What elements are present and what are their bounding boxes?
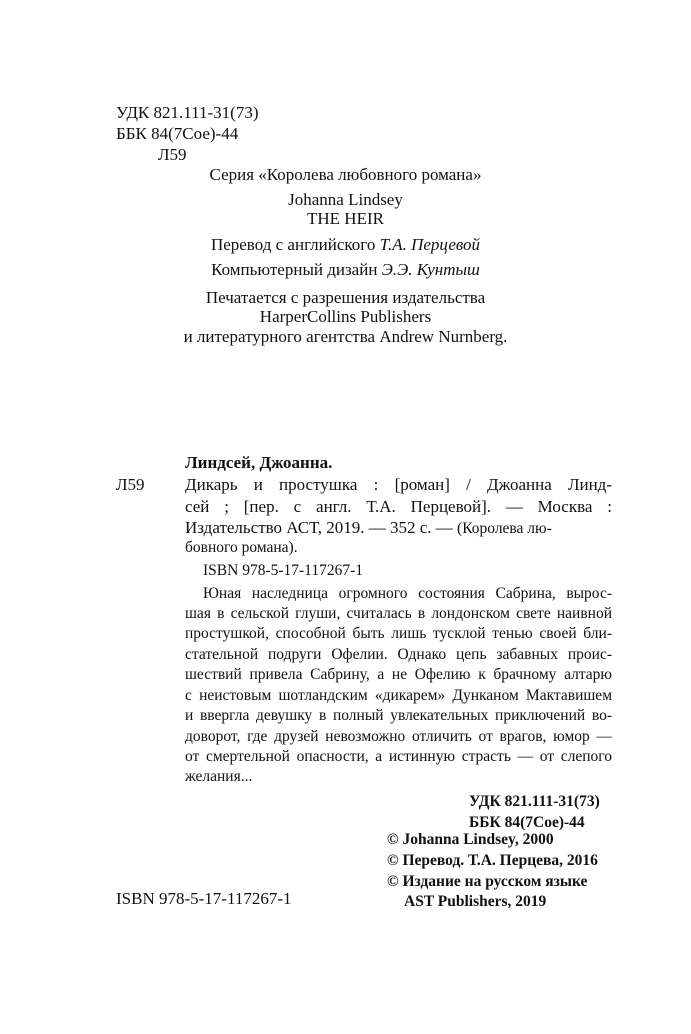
copyright-line: AST Publishers, 2019 — [404, 893, 547, 910]
copyright-line: © Johanna Lindsey, 2000 — [387, 831, 554, 848]
catalog-heading: Линдсей, Джоанна. — [185, 453, 333, 472]
catalog-mark: Л59 — [116, 475, 145, 494]
designer-name: Э.Э. Кунтыш — [381, 260, 480, 279]
bottom-udk-code: УДК 821.111-31(73) — [469, 793, 600, 810]
annotation-line: стательной подруги Офелии. Однако цепь забавных проис- — [185, 646, 612, 663]
design-label: Компьютерный дизайн — [211, 260, 378, 279]
catalog-isbn: ISBN 978-5-17-117267-1 — [203, 562, 364, 579]
permission-line-3: и литературного агентства Andrew Nurnberg. — [183, 327, 508, 346]
annotation-line: и ввергла девушку в полный увлекательных приключений во- — [185, 707, 612, 724]
catalog-series-note: (Королева лю- — [457, 520, 552, 537]
annotation-line: простушкой, способной быть лишь тусклой тенью своей бли- — [185, 625, 612, 642]
copyright-line: © Издание на русском языке — [387, 873, 588, 890]
footer-isbn: ISBN 978-5-17-117267-1 — [116, 889, 292, 908]
permission-line-2: HarperCollins Publishers — [259, 307, 432, 326]
annotation-line: Юная наследница огромного состояния Сабрина, вырос- — [203, 585, 612, 602]
original-author: Johanna Lindsey — [288, 190, 403, 209]
original-title: THE HEIR — [307, 209, 384, 228]
annotation-line: от смертельной опасности, а истинную страсть — от слепого — [185, 748, 612, 765]
udk-code: УДК 821.111-31(73) — [116, 103, 259, 122]
catalog-entry-line-1: Дикарь и простушка : [роман] / Джоанна Линд- — [185, 475, 612, 494]
design-credit — [0, 260, 691, 280]
translation-credit — [0, 235, 691, 255]
bbk-code: ББК 84(7Сое)-44 — [116, 124, 239, 143]
catalog-entry-line-3-main: Издательство АСТ, 2019. — 352 с. — — [185, 518, 458, 537]
translator-name: Т.А. Перцевой — [379, 235, 481, 254]
permission-line-1: Печатается с разрешения издательства — [205, 288, 486, 307]
annotation-line: шествий привела Сабрину, а не Офелию к брачному алтарю — [185, 666, 612, 683]
translation-label: Перевод с английского — [210, 235, 376, 254]
catalog-entry-line-4: бовного романа). — [185, 539, 298, 556]
annotation-line: шая в сельской глуши, считалась в лондонском свете наивной — [185, 605, 612, 622]
copyright-line: © Перевод. Т.А. Перцева, 2016 — [387, 852, 598, 869]
annotation-line: с неистовым шотландским «дикарем» Дунканом Мактавишем — [185, 687, 612, 704]
catalog-entry-line-2: сей ; [пер. с англ. Т.А. Перцевой]. — Москва : — [185, 497, 612, 516]
series-line: Серия «Королева любовного романа» — [209, 165, 482, 184]
annotation-line: желания... — [185, 768, 253, 785]
catalog-entry-line-3 — [185, 518, 612, 539]
author-mark: Л59 — [158, 145, 187, 164]
bottom-bbk-code: ББК 84(7Сое)-44 — [469, 814, 585, 831]
annotation-line: доворот, где друзей невозможно отличить от врагов, юмор — — [185, 728, 612, 745]
